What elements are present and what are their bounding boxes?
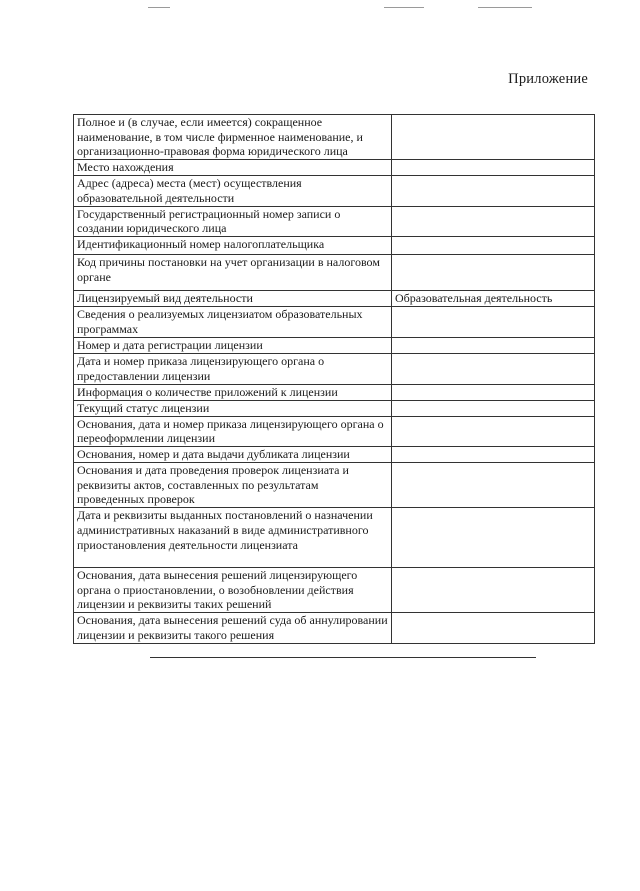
table-row [74,568,595,613]
field-label: Дата и реквизиты выданных постановлений о назначении административных наказаний в виде административного приостановления деятельности лицензиата [74,508,392,568]
field-label: Основания, дата и номер приказа лицензирующего органа о переоформлении лицензии [74,416,392,447]
field-label: Сведения о реализуемых лицензиатом образовательных программах [74,307,392,338]
field-label: Текущий статус лицензии [74,400,392,416]
field-value [392,160,595,176]
field-label: Основания, дата вынесения решений суда об аннулировании лицензии и реквизиты такого решения [74,613,392,644]
license-info-table [73,114,595,644]
table-row [74,160,595,176]
field-label: Информация о количестве приложений к лицензии [74,384,392,400]
field-label: Основания, номер и дата выдачи дубликата лицензии [74,447,392,463]
appendix-title: Приложение [508,71,588,87]
table-row [74,291,595,307]
field-label: Полное и (в случае, если имеется) сокращенное наименование, в том числе фирменное наименование, и организационно-правовая форма юридического лица [74,115,392,160]
field-value [392,447,595,463]
field-value: Образовательная деятельность [392,291,595,307]
table-row [74,337,595,353]
field-label: Основания, дата вынесения решений лицензирующего органа о приостановлении, о возобновлении действия лицензии и реквизиты таких решений [74,568,392,613]
field-value [392,400,595,416]
table-row [74,255,595,291]
field-value [392,508,595,568]
field-value [392,237,595,255]
field-value [392,463,595,508]
field-label: Идентификационный номер налогоплательщика [74,237,392,255]
table-row [74,416,595,447]
table-body [74,115,595,644]
field-value [392,568,595,613]
table-row [74,237,595,255]
field-label: Государственный регистрационный номер записи о создании юридического лица [74,206,392,237]
table-row [74,613,595,644]
field-label: Место нахождения [74,160,392,176]
scan-artifact-line [384,7,424,8]
field-label: Дата и номер приказа лицензирующего органа о предоставлении лицензии [74,353,392,384]
field-label: Номер и дата регистрации лицензии [74,337,392,353]
field-label: Адрес (адреса) места (мест) осуществления образовательной деятельности [74,176,392,207]
field-label: Основания и дата проведения проверок лицензиата и реквизиты актов, составленных по результатам проведенных проверок [74,463,392,508]
field-value [392,307,595,338]
field-value [392,115,595,160]
table-row [74,447,595,463]
table-row [74,463,595,508]
field-value [392,176,595,207]
closing-rule [150,657,536,658]
table-row [74,115,595,160]
field-value [392,255,595,291]
field-value [392,613,595,644]
field-value [392,337,595,353]
field-label: Лицензируемый вид деятельности [74,291,392,307]
field-label: Код причины постановки на учет организации в налоговом органе [74,255,392,291]
scan-artifact-line [478,7,532,8]
table-row [74,353,595,384]
scan-artifact-line [148,7,170,8]
field-value [392,416,595,447]
table-row [74,400,595,416]
field-value [392,206,595,237]
table-row [74,384,595,400]
table-row [74,206,595,237]
table-row [74,307,595,338]
field-value [392,353,595,384]
table-row [74,176,595,207]
field-value [392,384,595,400]
table-row [74,508,595,568]
